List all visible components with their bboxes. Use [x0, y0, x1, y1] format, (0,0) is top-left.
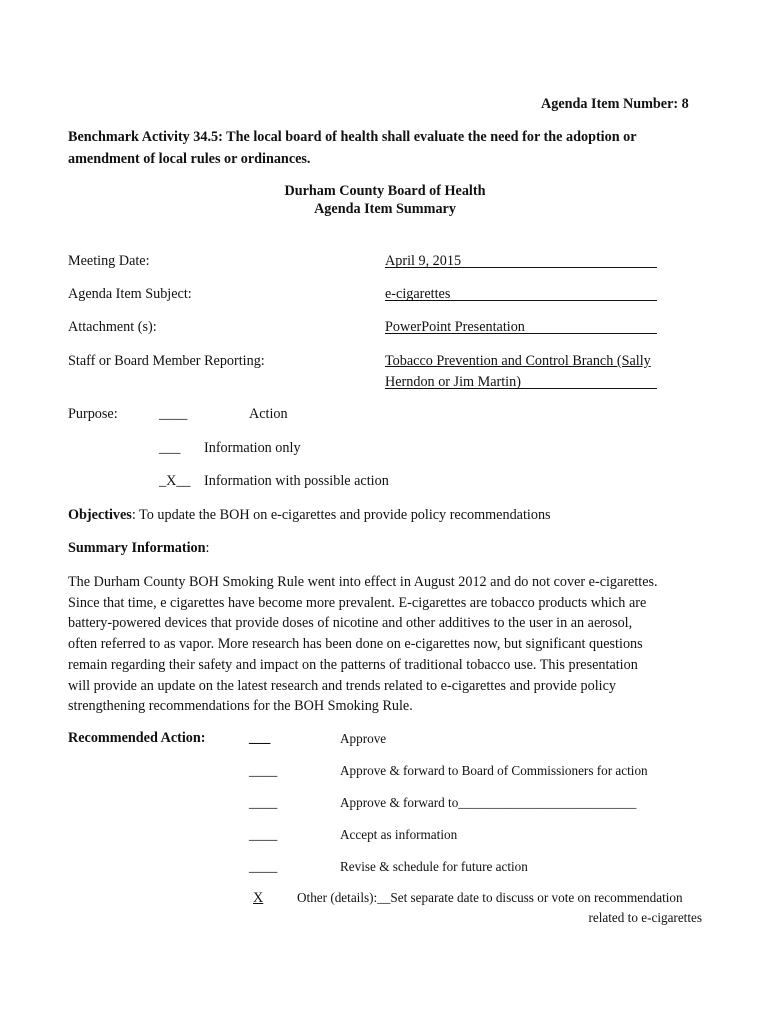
- recommended-option-accept-information: Accept as information: [340, 827, 458, 842]
- benchmark-activity-line-2: amendment of local rules or ordinances.: [68, 151, 311, 167]
- recommended-option-approve-forward-boc: Approve & forward to Board of Commissioners for action: [340, 763, 648, 778]
- summary-line: strengthening recommendations for the BOH Smoking Rule.: [68, 698, 413, 715]
- benchmark-activity-line-1: Benchmark Activity 34.5: The local board of health shall evaluate the need for the adoption or: [68, 129, 637, 145]
- summary-line: often referred to as vapor. More research has been done on e-cigarettes now, but significant questions: [68, 636, 643, 653]
- purpose-mark-information-only: ___: [159, 440, 181, 456]
- objectives-line: [68, 506, 551, 524]
- summary-label: Summary Information: [68, 540, 206, 556]
- summary-paragraph: [68, 572, 708, 717]
- staff-reporting-underline: [385, 388, 657, 389]
- summary-line: Since that time, e cigarettes have become more prevalent. E-cigarettes are tobacco products which are: [68, 594, 647, 611]
- recommended-mark-approve-forward-to: ____: [249, 795, 278, 811]
- agenda-subject-value: e-cigarettes: [385, 286, 451, 302]
- objectives-text: : To update the BOH on e-cigarettes and provide policy recommendations: [131, 507, 551, 523]
- recommended-mark-accept-information: ____: [249, 827, 278, 843]
- document-title: Agenda Item Summary: [314, 201, 456, 217]
- staff-reporting-label: Staff or Board Member Reporting:: [68, 353, 265, 369]
- recommended-action-label: Recommended Action:: [68, 730, 206, 746]
- attachment-underline: [385, 333, 657, 334]
- recommended-mark-approve: ___: [249, 730, 271, 746]
- objectives-label: Objectives: [68, 507, 132, 523]
- staff-reporting-value-line-2: Herndon or Jim Martin): [385, 374, 521, 390]
- purpose-option-action: Action: [249, 406, 288, 422]
- organization-title: Durham County Board of Health: [284, 183, 486, 199]
- purpose-mark-action: ____: [159, 406, 188, 422]
- recommended-option-other-continued: related to e-cigarettes: [588, 910, 702, 925]
- purpose-option-information-only: Information only: [204, 440, 301, 456]
- summary-line: remain regarding their safety and impact on the patterns of traditional tobacco use. This presentation: [68, 656, 638, 673]
- attachment-label: Attachment (s):: [68, 319, 157, 335]
- recommended-mark-revise-schedule: ____: [249, 859, 278, 875]
- summary-line: will provide an update on the latest research and trends related to e-cigarettes and provide policy: [68, 677, 616, 694]
- purpose-label: Purpose:: [68, 406, 118, 422]
- meeting-date-label: Meeting Date:: [68, 253, 150, 269]
- recommended-option-other: Other (details):__Set separate date to discuss or vote on recommendation: [297, 890, 683, 905]
- recommended-option-revise-schedule: Revise & schedule for future action: [340, 859, 528, 874]
- purpose-option-information-possible-action: Information with possible action: [204, 473, 389, 489]
- attachment-value: PowerPoint Presentation: [385, 319, 525, 335]
- agenda-subject-underline: [385, 300, 657, 301]
- summary-line: The Durham County BOH Smoking Rule went into effect in August 2012 and do not cover e-cigarettes.: [68, 574, 658, 590]
- summary-colon: :: [205, 540, 210, 556]
- summary-line: battery-powered devices that provide doses of nicotine and other additives to the user in an aerosol,: [68, 615, 633, 632]
- staff-reporting-value-line-1: Tobacco Prevention and Control Branch (Sally: [385, 353, 651, 369]
- purpose-mark-information-possible-action: _X__: [159, 473, 191, 489]
- summary-heading: [68, 539, 210, 557]
- recommended-mark-approve-forward-boc: ____: [249, 763, 278, 779]
- agenda-subject-label: Agenda Item Subject:: [68, 286, 192, 302]
- recommended-option-approve-forward-to: Approve & forward to___________________________: [340, 795, 637, 810]
- agenda-item-number: Agenda Item Number: 8: [541, 96, 689, 112]
- recommended-option-approve: Approve: [340, 731, 387, 746]
- meeting-date-value: April 9, 2015: [385, 253, 462, 269]
- meeting-date-underline: [385, 267, 657, 268]
- recommended-mark-other: X: [253, 890, 264, 906]
